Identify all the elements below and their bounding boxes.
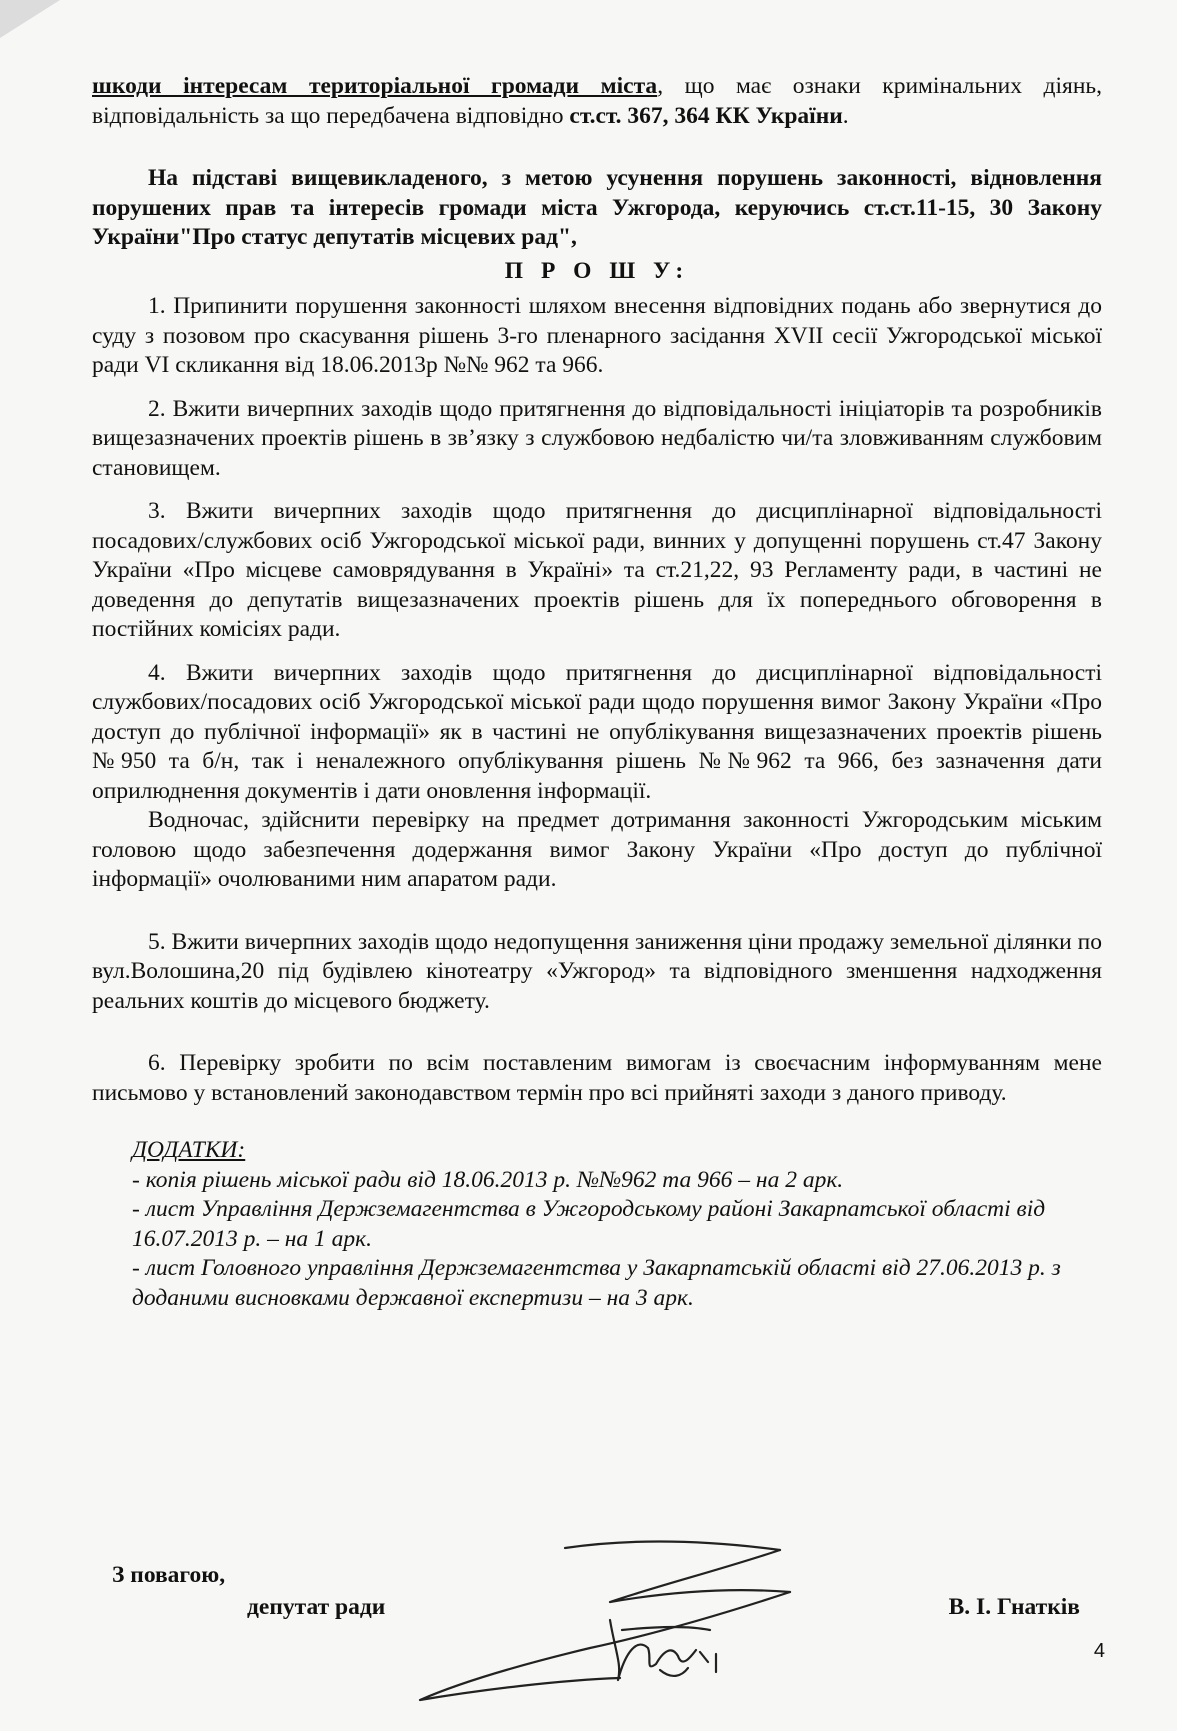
request-item-2: 2. Вжити вичерпних заходів щодо притягнення до відповідальності ініціаторів та розробників вищезазначених проектів рішень в зв’язку з службовою недбалістю чи/та зловживанням службовим становищем. bbox=[92, 395, 1102, 481]
attachment-item: - лист Головного управління Держземагентства у Закарпатській області від 27.06.2013 р. з доданими висновками державної експертизи – на 3 арк. bbox=[132, 1255, 1061, 1311]
continuation-paragraph bbox=[92, 72, 1102, 131]
folded-corner bbox=[0, 0, 60, 38]
request-item-1: 1. Припинити порушення законності шляхом внесення відповідних подань або звернутися до суду з позовом про скасування рішень 3-го пленарного засідання XVII сесії Ужгородської міської ради VI скликання від 18.06.2013р №№ 962 та 966. bbox=[92, 293, 1102, 378]
signer-role: депутат ради bbox=[247, 1594, 386, 1620]
request-item-3: 3. Вжити вичерпних заходів щодо притягнення до дисциплінарної відповідальності посадових/службових осіб Ужгородської міської ради, винних у допущенні порушень ст.47 Закону України «Про місцеве самоврядування в Україні» та ст.21,22, 93 Регламенту ради, в частині не доведення до депутатів вищезазначених проектів рішень для їх попереднього обговорення в постійних комісіях ради. bbox=[92, 498, 1102, 642]
law-reference: ст.ст. 367, 364 КК України bbox=[569, 102, 843, 129]
paragraph-text: , що має ознаки кримінальних діянь, відповідальність за що передбачена відповідно bbox=[92, 73, 1102, 129]
closing-regards: З повагою, bbox=[112, 1562, 226, 1588]
attachments-title: ДОДАТКИ: bbox=[132, 1137, 246, 1163]
signer-name: В. І. Гнатків bbox=[948, 1594, 1080, 1620]
underlined-phrase: шкоди інтересам територіальної громади міста bbox=[92, 73, 658, 99]
attachment-item: - лист Управління Держземагентства в Ужгородському районі Закарпатської області від 16.07.2013 р. – на 1 арк. bbox=[132, 1196, 1046, 1252]
handwritten-signature bbox=[360, 1530, 820, 1720]
page-number: 4 bbox=[1093, 1640, 1105, 1662]
request-item-6: 6. Перевірку зробити по всім поставленим вимогам із своєчасним інформуванням мене письмово у встановлений законодавством термін про всі прийняті заходи з даного приводу. bbox=[92, 1050, 1102, 1106]
request-item-4-addendum: Водночас, здійснити перевірку на предмет дотримання законності Ужгородським міським головою щодо забезпечення додержання вимог Закону України «Про доступ до публічної інформації» очолюваними ним апаратом ради. bbox=[92, 807, 1102, 892]
basis-paragraph: На підставі вищевикладеного, з метою усунення порушень законності, відновлення порушених прав та інтересів громади міста Ужгорода, керуючись ст.ст.11-15, 30 Закону України"Про статус депутатів місцевих рад", bbox=[92, 165, 1102, 250]
attachments-list bbox=[92, 1136, 1102, 1313]
request-item-5: 5. Вжити вичерпних заходів щодо недопущення заниження ціни продажу земельної ділянки по вул.Волошина,20 під будівлею кінотеатру «Ужгород» та відповідного зменшення надходження реальних коштів до місцевого бюджету. bbox=[92, 928, 1102, 1014]
attachment-item: - копія рішень міської ради від 18.06.2013 р. №№962 та 966 – на 2 арк. bbox=[132, 1166, 844, 1193]
document-body bbox=[92, 72, 1102, 1313]
paragraph-text: . bbox=[842, 102, 849, 129]
request-heading: П Р О Ш У: bbox=[504, 257, 690, 284]
request-item-4: 4. Вжити вичерпних заходів щодо притягнення до дисциплінарної відповідальності службових/посадових осіб Ужгородської міської ради щодо порушення вимог Закону України «Про доступ до публічної інформації» як в частині не опублікування вищезазначених проектів рішень №950 та б/н, так і неналежного опублікування рішень №№962 та 966, без зазначення дати оприлюднення документів і дати оновлення інформації. bbox=[92, 659, 1102, 804]
